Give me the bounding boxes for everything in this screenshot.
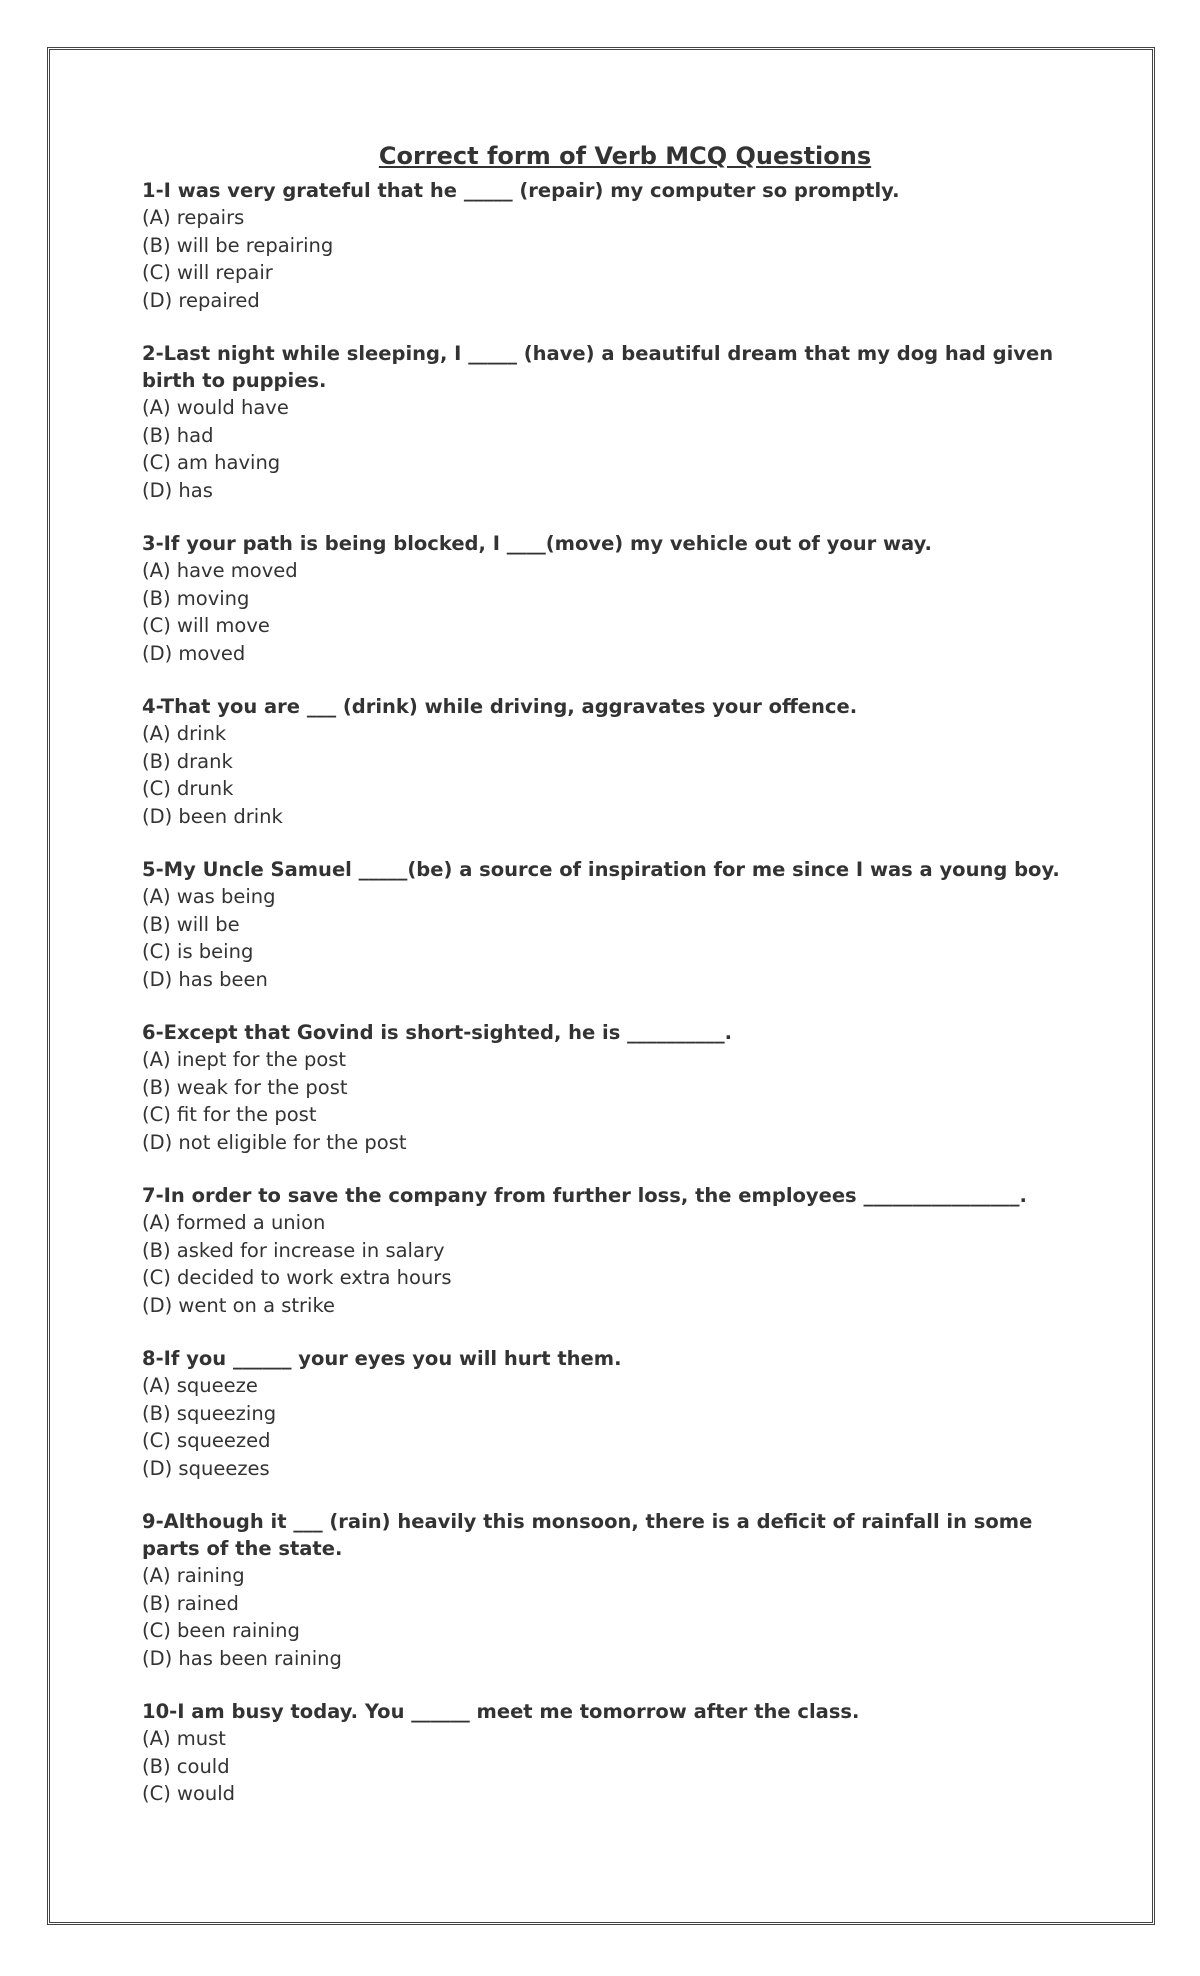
option-b: (B) had	[142, 423, 214, 447]
question-7	[142, 1182, 1072, 1319]
question-10	[142, 1698, 1072, 1808]
option-d: (D) has been	[142, 967, 268, 991]
option-c: (C) will move	[142, 614, 270, 637]
question-text: 1-I was very grateful that he _____ (repair) my computer so promptly.	[142, 179, 900, 202]
option-b: (B) could	[142, 1754, 230, 1778]
option-c: (C) am having	[142, 451, 281, 474]
option-d: (D) squeezes	[142, 1456, 270, 1480]
option-c: (C) would	[142, 1782, 236, 1805]
question-4	[142, 693, 1072, 830]
option-d: (D) went on a strike	[142, 1293, 336, 1317]
option-b: (B) squeezing	[142, 1401, 277, 1425]
option-a: (A) would have	[142, 396, 289, 419]
option-c: (C) is being	[142, 940, 254, 963]
option-c: (C) fit for the post	[142, 1103, 317, 1126]
option-a: (A) have moved	[142, 559, 298, 582]
option-a: (A) must	[142, 1727, 226, 1750]
option-d: (D) has	[142, 478, 213, 502]
option-a: (A) was being	[142, 885, 276, 908]
option-b: (B) asked for increase in salary	[142, 1238, 445, 1262]
option-c: (C) been raining	[142, 1619, 300, 1642]
option-d: (D) been drink	[142, 804, 283, 828]
option-a: (A) squeeze	[142, 1374, 258, 1397]
question-3	[142, 530, 1072, 667]
question-text: 6-Except that Govind is short-sighted, he is __________.	[142, 1021, 733, 1044]
option-a: (A) formed a union	[142, 1211, 326, 1234]
option-c: (C) drunk	[142, 777, 234, 800]
question-text: 10-I am busy today. You ______ meet me tomorrow after the class.	[142, 1700, 860, 1723]
option-b: (B) will be	[142, 912, 240, 936]
question-text: 5-My Uncle Samuel _____(be) a source of inspiration for me since I was a young boy.	[142, 858, 1060, 881]
option-d: (D) has been raining	[142, 1646, 342, 1670]
question-text: 4-That you are ___ (drink) while driving, aggravates your offence.	[142, 695, 858, 718]
option-b: (B) weak for the post	[142, 1075, 348, 1099]
question-2	[142, 340, 1072, 504]
option-d: (D) not eligible for the post	[142, 1130, 407, 1154]
option-d: (D) repaired	[142, 288, 260, 312]
option-b: (B) drank	[142, 749, 233, 773]
question-8	[142, 1345, 1072, 1482]
question-5	[142, 856, 1072, 993]
option-c: (C) decided to work extra hours	[142, 1266, 452, 1289]
question-text: 2-Last night while sleeping, I _____ (have) a beautiful dream that my dog had given birth to puppies.	[142, 342, 1054, 392]
question-text: 7-In order to save the company from further loss, the employees ________________.	[142, 1184, 1027, 1207]
question-text: 3-If your path is being blocked, I ____(move) my vehicle out of your way.	[142, 532, 932, 555]
option-c: (C) squeezed	[142, 1429, 271, 1452]
option-c: (C) will repair	[142, 261, 273, 284]
question-text: 9-Although it ___ (rain) heavily this monsoon, there is a deficit of rainfall in some parts of the state.	[142, 1510, 1033, 1560]
option-a: (A) raining	[142, 1564, 245, 1587]
question-1	[142, 177, 1072, 314]
option-b: (B) rained	[142, 1591, 239, 1615]
question-9	[142, 1508, 1072, 1672]
page-title: Correct form of Verb MCQ Questions	[378, 142, 872, 170]
option-a: (A) inept for the post	[142, 1048, 347, 1071]
worksheet	[142, 140, 1072, 1834]
option-b: (B) will be repairing	[142, 233, 334, 257]
question-text: 8-If you ______ your eyes you will hurt them.	[142, 1347, 622, 1370]
option-a: (A) repairs	[142, 206, 245, 229]
question-6	[142, 1019, 1072, 1156]
option-b: (B) moving	[142, 586, 250, 610]
option-a: (A) drink	[142, 722, 227, 745]
option-d: (D) moved	[142, 641, 246, 665]
